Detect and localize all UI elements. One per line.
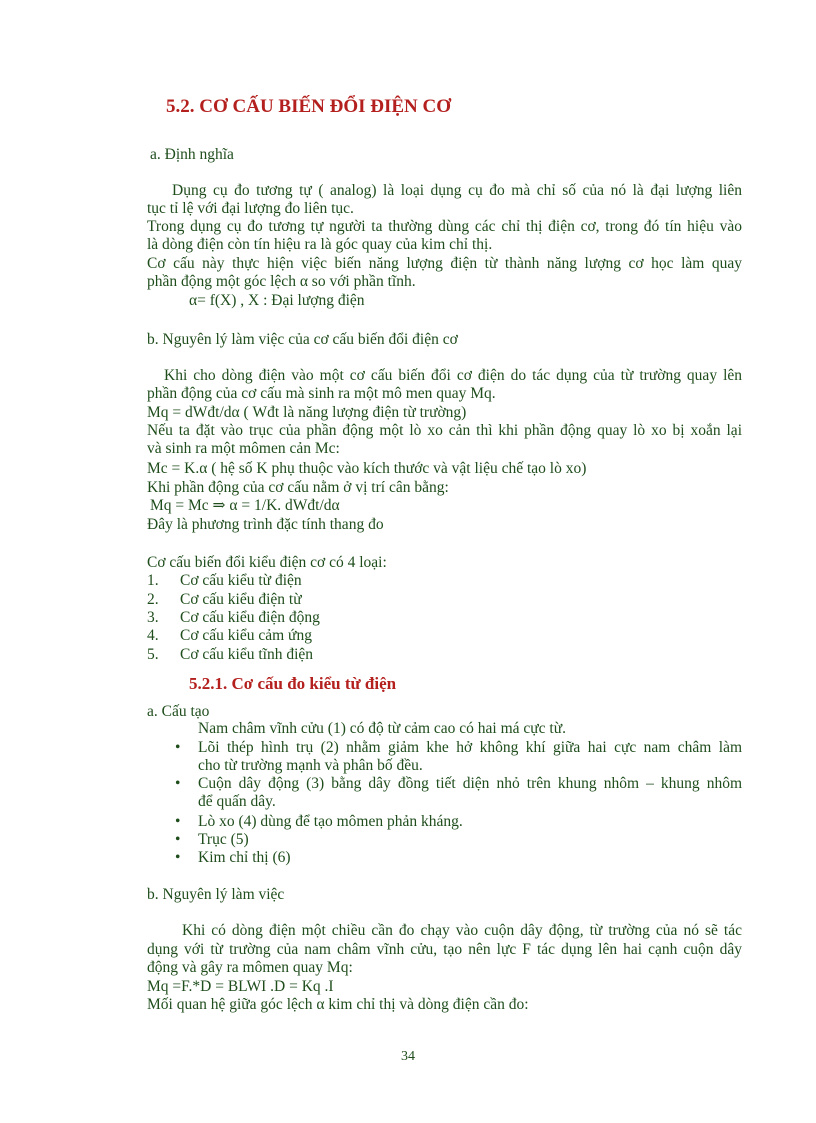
paragraph-indicator-line2: là dòng điện còn tín hiệu ra là góc quay của kim chỉ thị. bbox=[147, 236, 493, 253]
paragraph-relation: Mối quan hệ giữa góc lệch α kim chỉ thị và dòng điện cần đo: bbox=[147, 996, 529, 1013]
paragraph-mechanism-line1: Cơ cấu này thực hiện việc biến năng lượng điện từ thành năng lượng cơ học làm quay bbox=[147, 255, 742, 272]
paragraph-spring-line2: và sinh ra một mômen cản Mc: bbox=[147, 440, 340, 457]
list-number: 1. bbox=[147, 572, 159, 589]
list-number: 2. bbox=[147, 591, 159, 608]
subsection-working-principle: b. Nguyên lý làm việc bbox=[147, 886, 285, 903]
formula-equilibrium: Mq = Mc ⇒ α = 1/K. dWđt/dα bbox=[150, 497, 340, 514]
list-number: 4. bbox=[147, 627, 159, 644]
bullet-icon: • bbox=[175, 739, 181, 756]
bullet-icon: • bbox=[175, 775, 181, 792]
list-item-line: Lò xo (4) dùng để tạo mômen phản kháng. bbox=[198, 813, 463, 830]
bullet-icon: • bbox=[175, 813, 181, 830]
list-item-line: Trục (5) bbox=[198, 831, 249, 848]
permanent-magnet-text: Nam châm vĩnh cửu (1) có độ từ cảm cao có hai má cực từ. bbox=[198, 720, 567, 737]
list-label: Cơ cấu kiểu điện động bbox=[180, 609, 320, 626]
subsection-definition: a. Định nghĩa bbox=[150, 146, 234, 163]
paragraph-current-line2: phần động của cơ cấu mà sinh ra một mô men quay Mq. bbox=[147, 385, 496, 402]
paragraph-scale-equation: Đây là phương trình đặc tính thang đo bbox=[147, 516, 384, 533]
list-label: Cơ cấu kiểu tĩnh điện bbox=[180, 646, 314, 663]
formula-force: Mq =F.*D = BLWI .D = Kq .I bbox=[147, 978, 334, 995]
list-number: 5. bbox=[147, 646, 159, 663]
formula-mq: Mq = dWđt/dα ( Wđt là năng lượng điện từ trường) bbox=[147, 404, 467, 421]
paragraph-analog-line2: tục tỉ lệ với đại lượng đo liên tục. bbox=[147, 200, 354, 217]
bullet-icon: • bbox=[175, 831, 181, 848]
paragraph-indicator-line1: Trong dụng cụ đo tương tự người ta thường dùng các chỉ thị điện cơ, trong đó tín hiệu vào bbox=[147, 218, 742, 235]
paragraph-equilibrium: Khi phần động của cơ cấu nằm ở vị trí cân bằng: bbox=[147, 479, 449, 496]
list-label: Cơ cấu kiểu từ điện bbox=[180, 572, 302, 589]
paragraph-dc-line2: dụng với từ trường của nam châm vĩnh cửu, tạo nên lực F tác dụng lên hai cạnh cuộn dây bbox=[147, 941, 742, 958]
list-item-line: cho từ trường mạnh và phân bố đều. bbox=[198, 757, 423, 774]
list-item bbox=[175, 739, 742, 775]
page-number: 34 bbox=[401, 1049, 415, 1064]
paragraph-mechanism-line2: phần động một góc lệch α so với phần tĩnh. bbox=[147, 273, 416, 290]
list-item-line: Kim chỉ thị (6) bbox=[198, 849, 291, 866]
subsection-title: 5.2.1. Cơ cấu đo kiểu từ điện bbox=[189, 674, 397, 693]
paragraph-dc-line3: động và gây ra mômen quay Mq: bbox=[147, 959, 353, 976]
paragraph-dc-line1: Khi có dòng điện một chiều cần đo chạy vào cuộn dây động, từ trường của nó sẽ tác bbox=[182, 922, 742, 939]
list-item-line: Lõi thép hình trụ (2) nhằm giảm khe hở không khí giữa hai cực nam châm làm bbox=[198, 739, 742, 756]
bullet-icon: • bbox=[175, 849, 181, 866]
list-item-line: để quấn dây. bbox=[198, 793, 276, 810]
list-label: Cơ cấu kiểu cảm ứng bbox=[180, 627, 312, 644]
section-title: 5.2. CƠ CẤU BIẾN ĐỔI ĐIỆN CƠ bbox=[166, 96, 452, 117]
list-item-line: Cuộn dây động (3) bằng dây đồng tiết diện nhỏ trên khung nhôm – khung nhôm bbox=[198, 775, 742, 792]
subsection-structure: a. Cấu tạo bbox=[147, 703, 210, 720]
subsection-principle: b. Nguyên lý làm việc của cơ cấu biến đổi điện cơ bbox=[147, 331, 458, 348]
formula-mc: Mc = K.α ( hệ số K phụ thuộc vào kích thước và vật liệu chế tạo lò xo) bbox=[147, 460, 587, 477]
formula-alpha: α= f(X) , X : Đại lượng điện bbox=[189, 292, 365, 309]
list-label: Cơ cấu kiểu điện từ bbox=[180, 591, 302, 608]
paragraph-current-line1: Khi cho dòng điện vào một cơ cấu biến đổi cơ điện do tác dụng của từ trường quay lên bbox=[164, 367, 742, 384]
paragraph-spring-line1: Nếu ta đặt vào trục của phần động một lò xo cản thì khi phần động quay lò xo bị xoắn lại bbox=[147, 422, 742, 439]
types-intro: Cơ cấu biến đổi kiểu điện cơ có 4 loại: bbox=[147, 554, 387, 571]
paragraph-analog-line1: Dụng cụ đo tương tự ( analog) là loại dụng cụ đo mà chỉ số của nó là đại lượng liên bbox=[172, 182, 742, 199]
list-number: 3. bbox=[147, 609, 159, 626]
list-item bbox=[175, 775, 742, 811]
